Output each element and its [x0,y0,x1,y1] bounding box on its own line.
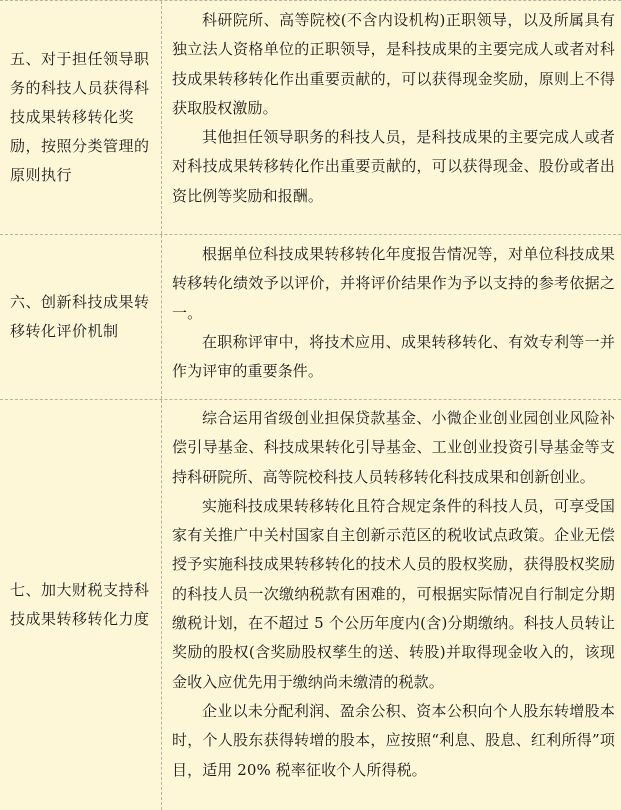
row-label-cell [0,1,162,234]
row-label: 七、加大财税支持科技成果转移转化力度 [10,581,150,628]
row-label: 五、对于担任领导职务的科技人员获得科技成果转移转化奖励，按照分类管理的原则执行 [10,50,150,184]
row-content-cell [162,400,621,810]
paragraph: 其他担任领导职务的科技人员，是科技成果的主要完成人或者对科技成果转移转化作出重要贡献的，可以获得现金、股份或者出资比例等奖励和报酬。 [172,128,615,205]
row-content-cell [162,1,621,234]
paragraph: 科研院所、高等院校(不含内设机构)正职领导，以及所属具有独立法人资格单位的正职领导，是科技成果的主要完成人或者对科技成果转移转化作出重要贡献的，可以获得现金奖励，原则上不得获取股权激励。 [172,11,615,117]
paragraph: 根据单位科技成果转移转化年度报告情况等，对单位科技成果转移转化绩效予以评价，并将评价结果作为予以支持的参考依据之一。 [172,245,615,322]
paragraph: 实施科技成果转移转化且符合规定条件的科技人员，可享受国家有关推广中关村国家自主创新示范区的税收试点政策。企业无偿授予实施科技成果转移转化的技术人员的股权奖励，获得股权奖励的科技人员一次缴纳税款有困难的，可根据实际情况自行制定分期缴税计划，在不超过 5 个公历年度内(含)分期缴纳。科技人员转让奖励的股权(含奖励股权孳生的送、转股)并取得现金收入的，该现金收入应优先用于缴纳尚未缴清的税款。 [172,496,615,691]
paragraph: 企业以未分配利润、盈余公积、资本公积向个人股东转增股本时，个人股东获得转增的股本，应按照“利息、股息、红利所得”项目，适用 20% 税率征收个人所得税。 [172,701,615,779]
row-label-cell [0,235,162,399]
row-label: 六、创新科技成果转移转化评价机制 [10,293,150,340]
paragraph: 在职称评审中，将技术应用、成果转移转化、有效专利等一并作为评审的重要条件。 [172,332,615,381]
row-content-cell [162,235,621,399]
table-row [0,400,621,810]
table-row [0,1,621,235]
row-label-cell [0,400,162,810]
paragraph: 综合运用省级创业担保贷款基金、小微企业创业园创业风险补偿引导基金、科技成果转化引导基金、工业创业投资引导基金等支持科研院所、高等院校科技人员转移转化科技成果和创新创业。 [172,409,615,486]
table-row [0,235,621,400]
